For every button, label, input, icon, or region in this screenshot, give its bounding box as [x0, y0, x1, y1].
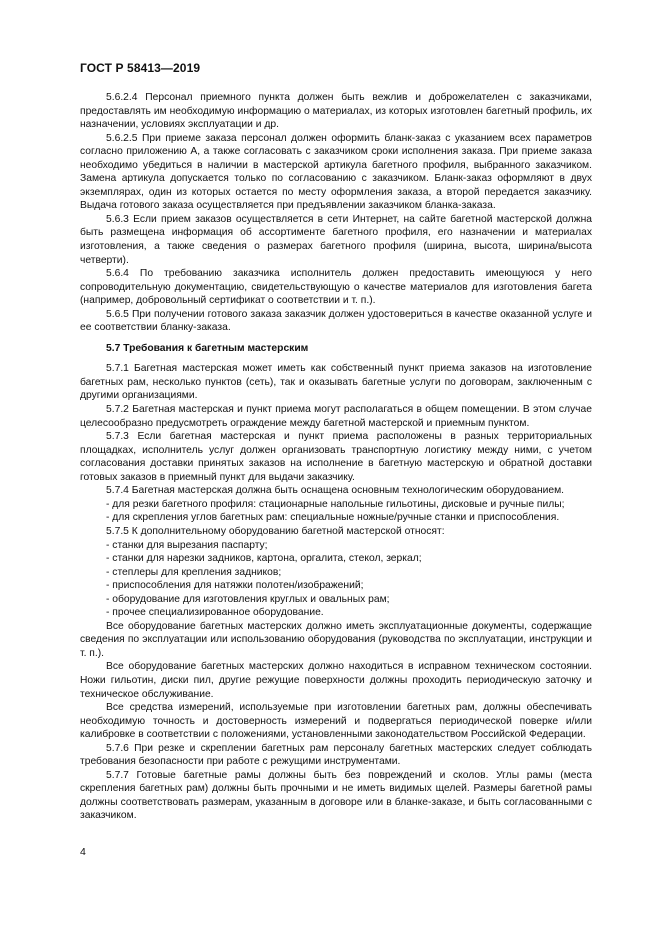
section-heading-5-7: 5.7 Требования к багетным мастерским: [106, 342, 309, 354]
paragraph-measurement-tools: Все средства измерений, используемые при изготовлении багетных рам, должны обеспечивать необходимую точность и достоверность измерений и подвергаться периодической поверке и/или калибровке в соответствии с положениями, установленными законодательством Российской Федерации.: [80, 702, 592, 741]
clause-5-6-3: 5.6.3 Если прием заказов осуществляется в сети Интернет, на сайте багетной мастерской должна быть размещена информация об ассортименте багетного профиля, его назначении и материалах изготовления, а также сведения о размерах багетного профиля (ширина, высота, ширина/высота четверти).: [80, 213, 592, 266]
clause-5-7-2: 5.7.2 Багетная мастерская и пункт приема могут располагаться в общем помещении. В этом случае целесообразно предусмотреть ограждение между багетной мастерской и приемным пунктом.: [80, 404, 592, 429]
list-item: - станки для вырезания паспарту;: [106, 539, 268, 551]
list-item: - станки для нарезки задников, картона, оргалита, стекол, зеркал;: [106, 553, 422, 565]
paragraph-equipment-condition: Все оборудование багетных мастерских должно находиться в исправном техническом состоянии. Ножи гильотин, диски пил, другие режущие поверхности должны проходить периодическую заточку и техническое обслуживание.: [80, 661, 592, 700]
list-item: - приспособления для натяжки полотен/изображений;: [106, 580, 364, 592]
clause-5-7-7: 5.7.7 Готовые багетные рамы должны быть без повреждений и сколов. Углы рамы (места скрепления багетных рам) должны быть прочными и не иметь видимых щелей. Размеры багетной рамы должны соответствовать размерам, указанным в договоре или в бланке-заказе, и быть согласованными с заказчиком.: [80, 769, 592, 822]
clause-5-7-1: 5.7.1 Багетная мастерская может иметь как собственный пункт приема заказов на изготовление багетных рам, несколько пунктов (сеть), так и оказывать багетные услуги по договорам, заключенным с другими организациями.: [80, 363, 592, 402]
document-header: ГОСТ Р 58413—2019: [80, 61, 201, 75]
list-item: - прочее специализированное оборудование.: [106, 607, 324, 619]
list-item: - для скрепления углов багетных рам: специальные ножные/ручные станки и приспособления.: [106, 512, 560, 524]
list-item: - степлеры для крепления задников;: [106, 566, 282, 578]
clause-5-7-5: 5.7.5 К дополнительному оборудованию багетной мастерской относят:: [106, 525, 445, 537]
clause-5-6-5: 5.6.5 При получении готового заказа заказчик должен удостовериться в качестве оказанной услуге и ее соответствии бланку-заказа.: [80, 308, 592, 334]
clause-5-7-3: 5.7.3 Если багетная мастерская и пункт приема расположены в разных территориальных площадках, исполнитель услуг должен организовать транспортную логистику между ними, с учетом согласования доставки принятых заказов на исполнение в багетную мастерскую и обратной доставки готовых заказов в приемный пункт для выдачи заказчику.: [80, 431, 592, 483]
clause-5-6-2-5: 5.6.2.5 При приеме заказа персонал должен оформить бланк-заказ с указанием всех параметров согласно приложению А, а также согласовать с заказчиком сроки исполнения заказа. При приеме заказа необходимо убедиться в наличии в мастерской артикула багетного профиля, выбранного заказчиком. Замена артикула допускается только по согласованию с заказчиком. Бланк-заказ оформляют в двух экземплярах, один из которых остается по месту оформления заказа, а второй передается заказчику. Выдача готового заказа осуществляется при предъявлении заказчиком бланка-заказа.: [80, 132, 592, 212]
clause-5-7-4: 5.7.4 Багетная мастерская должна быть оснащена основным технологическим оборудованием.: [106, 485, 565, 497]
list-item: - оборудование для изготовления круглых и овальных рам;: [106, 593, 390, 605]
clause-5-7-6: 5.7.6 При резке и скреплении багетных рам персоналу багетных мастерских следует соблюдать требования безопасности при работе с режущими инструментами.: [80, 742, 592, 768]
page-number: 4: [80, 846, 86, 858]
list-item: - для резки багетного профиля: стационарные напольные гильотины, дисковые и ручные пилы;: [106, 498, 565, 510]
paragraph-equipment-docs: Все оборудование багетных мастерских должно иметь эксплуатационные документы, содержащие сведения по эксплуатации или использованию оборудования (руководства по эксплуатации, инструкции и т. п.).: [80, 620, 592, 659]
clause-5-6-2-4: 5.6.2.4 Персонал приемного пункта должен быть вежлив и доброжелателен с заказчиками, предоставлять им необходимую информацию о материалах, из которых изготовлен багетный профиль, их назначении, условиях эксплуатации и др.: [80, 92, 592, 131]
document-body: [80, 91, 592, 823]
clause-5-6-4: 5.6.4 По требованию заказчика исполнитель должен предоставить имеющуюся у него сопроводительную документацию, свидетельствующую о качестве материалов для изготовления багета (например, добровольный сертификат о соответствии и т. п.).: [80, 268, 592, 307]
